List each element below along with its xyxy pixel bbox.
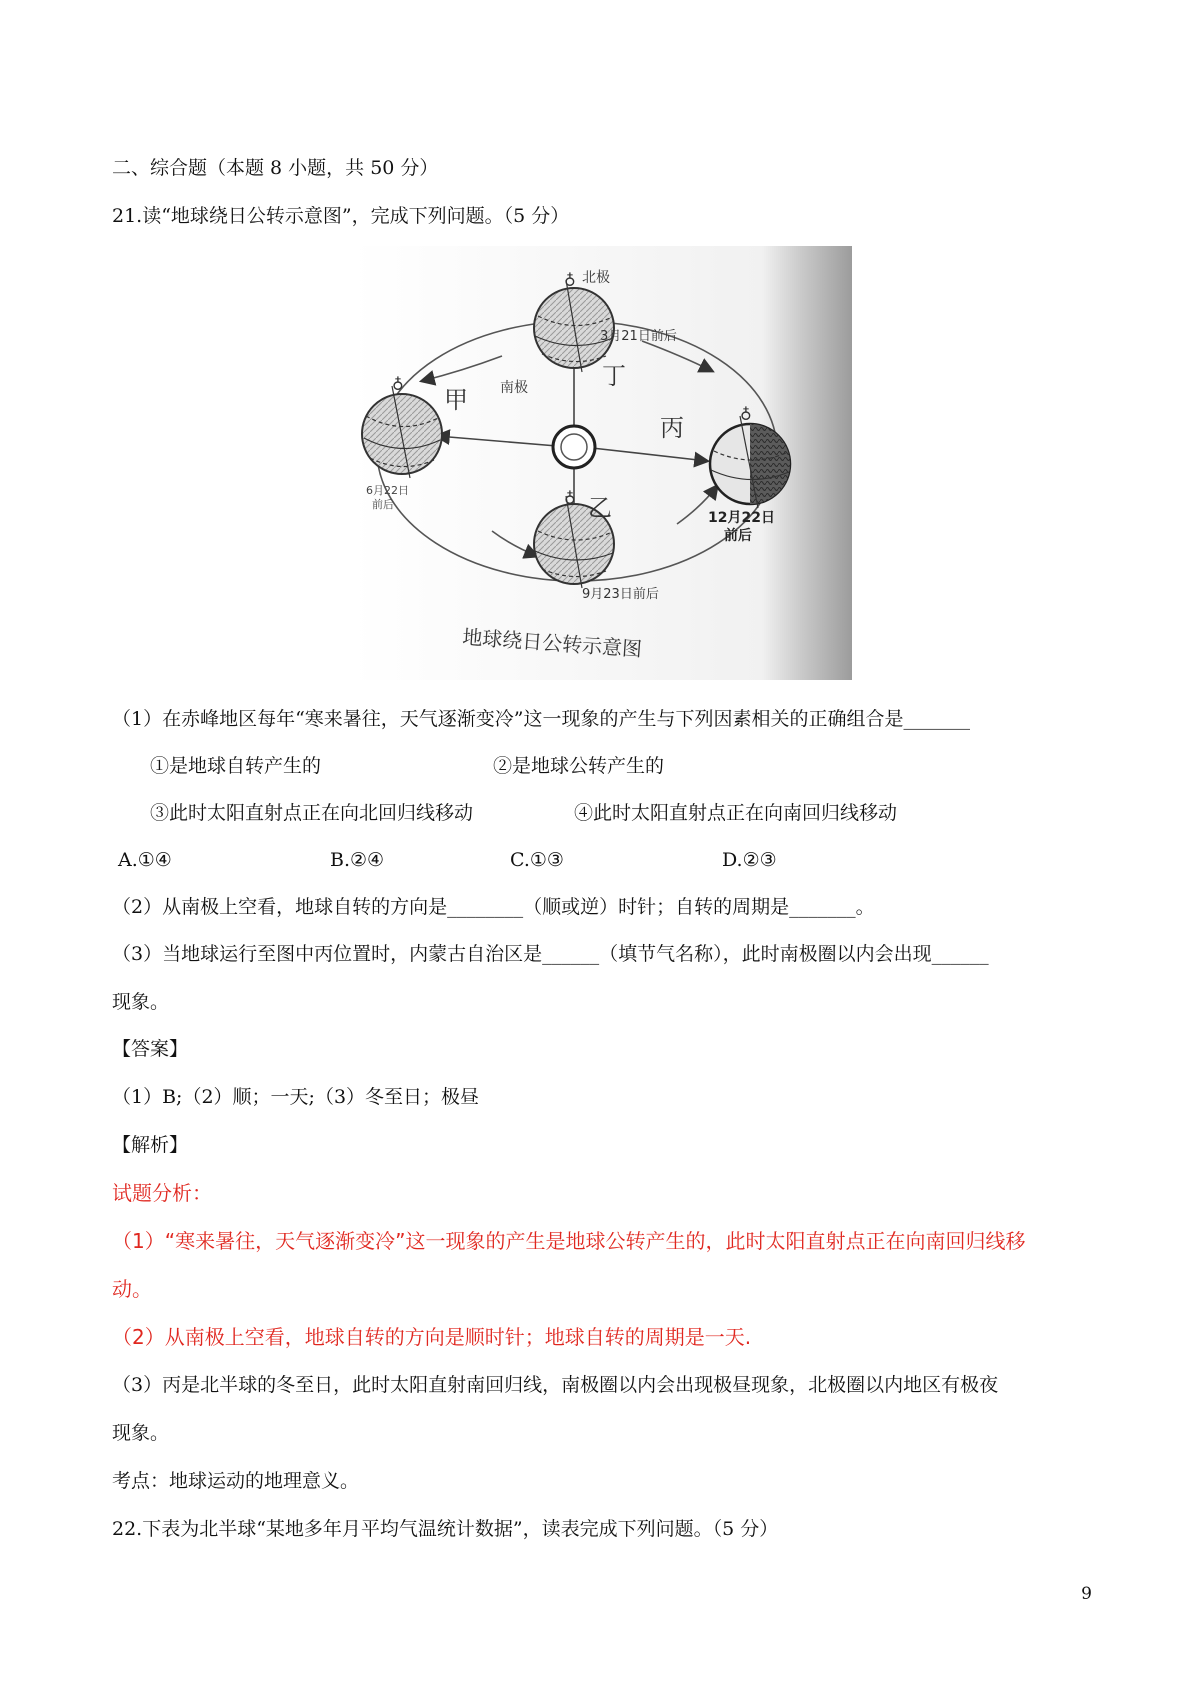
analysis-3-line1: （3）丙是北半球的冬至日，此时太阳直射南回归线，南极圈以内会出现极昼现象，北极圈以内地区有极夜 <box>112 1374 999 1396</box>
pole-mark-jia-icon: ♁ <box>392 373 404 392</box>
q21-option-b: B.②④ <box>330 849 385 871</box>
q21-sub3-line1: （3）当地球运行至图中丙位置时，内蒙古自治区是______（填节气名称），此时南极圈以内会出现______ <box>112 943 989 965</box>
q21-item-2: ②是地球公转产生的 <box>493 755 665 777</box>
page-number: 9 <box>1081 1584 1092 1604</box>
figure-caption: 地球绕日公转示意图 <box>461 624 643 662</box>
q21-option-a: A.①④ <box>118 849 172 871</box>
analysis-1-line2: 动。 <box>112 1277 152 1301</box>
q21-item-1: ①是地球自转产生的 <box>150 755 322 777</box>
label-jia: 甲 <box>444 386 468 414</box>
section-title: 二、综合题（本题 8 小题，共 50 分） <box>112 157 439 179</box>
earth-revolution-diagram <box>352 246 852 680</box>
answer-text: （1）B;（2）顺；一天;（3）冬至日；极昼 <box>112 1086 480 1108</box>
label-date-jia-2: 前后 <box>372 498 394 511</box>
analysis-1-line1: （1）“寒来暑往，天气逐渐变冷”这一现象的产生是地球公转产生的，此时太阳直射点正在向南回归线移 <box>112 1229 1026 1253</box>
q21-option-d: D.②③ <box>722 849 777 871</box>
pole-mark-yi-icon: ♁ <box>564 487 576 506</box>
analysis-2: （2）从南极上空看，地球自转的方向是顺时针；地球自转的周期是一天. <box>112 1325 752 1349</box>
q21-item-3: ③此时太阳直射点正在向北回归线移动 <box>150 802 474 824</box>
q21-sub3-line2: 现象。 <box>112 991 170 1013</box>
label-date-jia-1: 6月22日 <box>366 484 409 497</box>
analysis-label: 试题分析： <box>112 1181 212 1205</box>
label-north-pole: 北极 <box>582 270 610 286</box>
pole-mark-bing-icon: ♁ <box>740 403 752 422</box>
q21-sub2: （2）从南极上空看，地球自转的方向是________（顺或逆）时针；自转的周期是_______。 <box>112 896 875 918</box>
question-22-stem: 22.下表为北半球“某地多年月平均气温统计数据”，读表完成下列问题。（5 分） <box>112 1518 779 1540</box>
label-ding: 丁 <box>602 362 626 390</box>
label-date-yi: 9月23日前后 <box>582 587 659 602</box>
kaodian: 考点：地球运动的地理意义。 <box>112 1470 360 1492</box>
label-date-bing-1: 12月22日 <box>708 510 775 526</box>
pole-mark-ding-icon: ♁ <box>564 269 576 288</box>
label-bing: 丙 <box>660 414 684 442</box>
q21-sub1: （1）在赤峰地区每年“寒来暑往，天气逐渐变冷”这一现象的产生与下列因素相关的正确组合是_______ <box>112 708 971 730</box>
analysis-3-line2: 现象。 <box>112 1422 170 1444</box>
answer-heading: 【答案】 <box>112 1038 189 1060</box>
q21-item-4: ④此时太阳直射点正在向南回归线移动 <box>574 802 898 824</box>
label-date-ding: 3月21日前后 <box>600 329 677 344</box>
label-date-bing-2: 前后 <box>724 528 752 544</box>
q21-option-c: C.①③ <box>510 849 564 871</box>
label-yi: 乙 <box>588 494 612 522</box>
analysis-heading: 【解析】 <box>112 1134 189 1156</box>
question-21-stem: 21.读“地球绕日公转示意图”，完成下列问题。（5 分） <box>112 205 570 227</box>
label-south-pole: 南极 <box>500 380 528 396</box>
